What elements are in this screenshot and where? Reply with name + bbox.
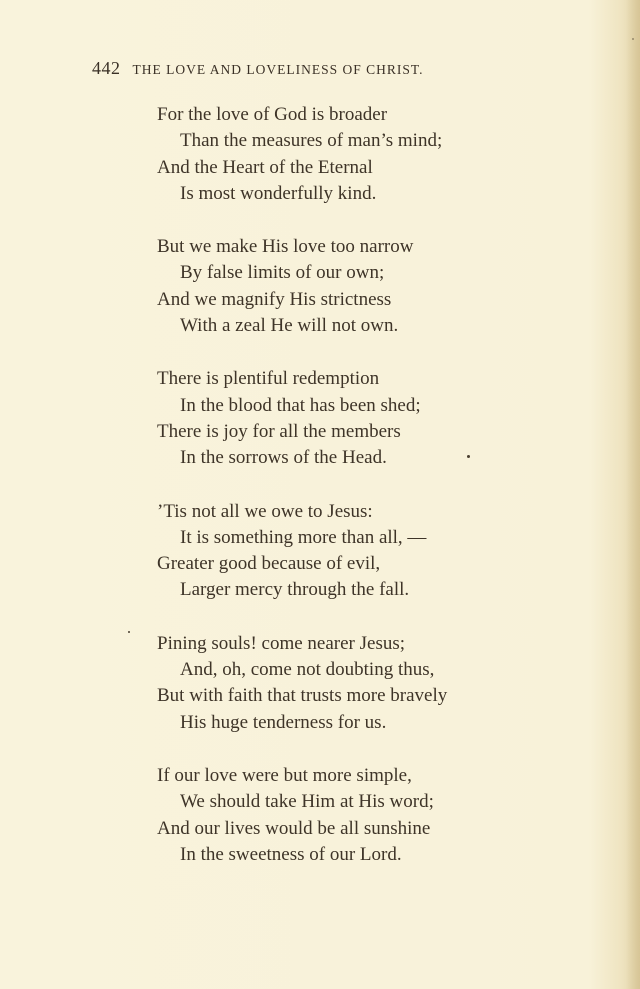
print-speck (467, 455, 470, 458)
running-header (92, 58, 542, 79)
poem-line: And the Heart of the Eternal (157, 156, 373, 178)
poem-line: With a zeal He will not own. (180, 315, 399, 337)
poem-line: Than the measures of man’s mind; (180, 130, 443, 152)
poem-line: Pining souls! come nearer Jesus; (157, 632, 406, 654)
poem-line: And we magnify His strictness (157, 288, 392, 310)
poem-line: We should take Him at His word; (180, 791, 434, 813)
poem-line: In the blood that has been shed; (180, 394, 421, 416)
poem-line: In the sorrows of the Head. (180, 447, 387, 469)
poem-line: But we make His love too narrow (157, 236, 414, 258)
stanza (157, 499, 557, 604)
poem-line: Larger mercy through the fall. (180, 579, 410, 601)
poem-line: And, oh, come not doubting thus, (180, 659, 435, 681)
poem-line: For the love of God is broader (157, 104, 388, 125)
print-speck (632, 38, 634, 40)
poem-line: And our lives would be all sunshine (157, 817, 431, 839)
poem-line: Greater good because of evil, (157, 553, 381, 575)
poem-line: There is joy for all the members (157, 420, 401, 442)
poem-line: In the sweetness of our Lord. (180, 843, 402, 865)
poem-body (157, 102, 557, 895)
stanza (157, 234, 557, 339)
poem-line: His huge tenderness for us. (180, 711, 387, 733)
stanza (157, 366, 557, 471)
stanza (157, 763, 557, 868)
poem-line: Is most wonderfully kind. (180, 182, 377, 204)
poem-line: It is something more than all, — (180, 526, 427, 548)
poem-line: If our love were but more simple, (157, 764, 412, 786)
poem-line: There is plentiful redemption (157, 368, 380, 390)
poem-line: By false limits of our own; (180, 262, 385, 284)
print-speck (128, 631, 130, 633)
poem-line: ’Tis not all we owe to Jesus: (157, 500, 373, 522)
running-title: THE LOVE AND LOVELINESS OF CHRIST. (132, 62, 424, 77)
page-binding-edge (626, 0, 640, 989)
stanza (157, 631, 557, 736)
poem-line: But with faith that trusts more bravely (157, 685, 448, 707)
stanza (157, 102, 557, 207)
page-number: 442 (92, 58, 121, 78)
